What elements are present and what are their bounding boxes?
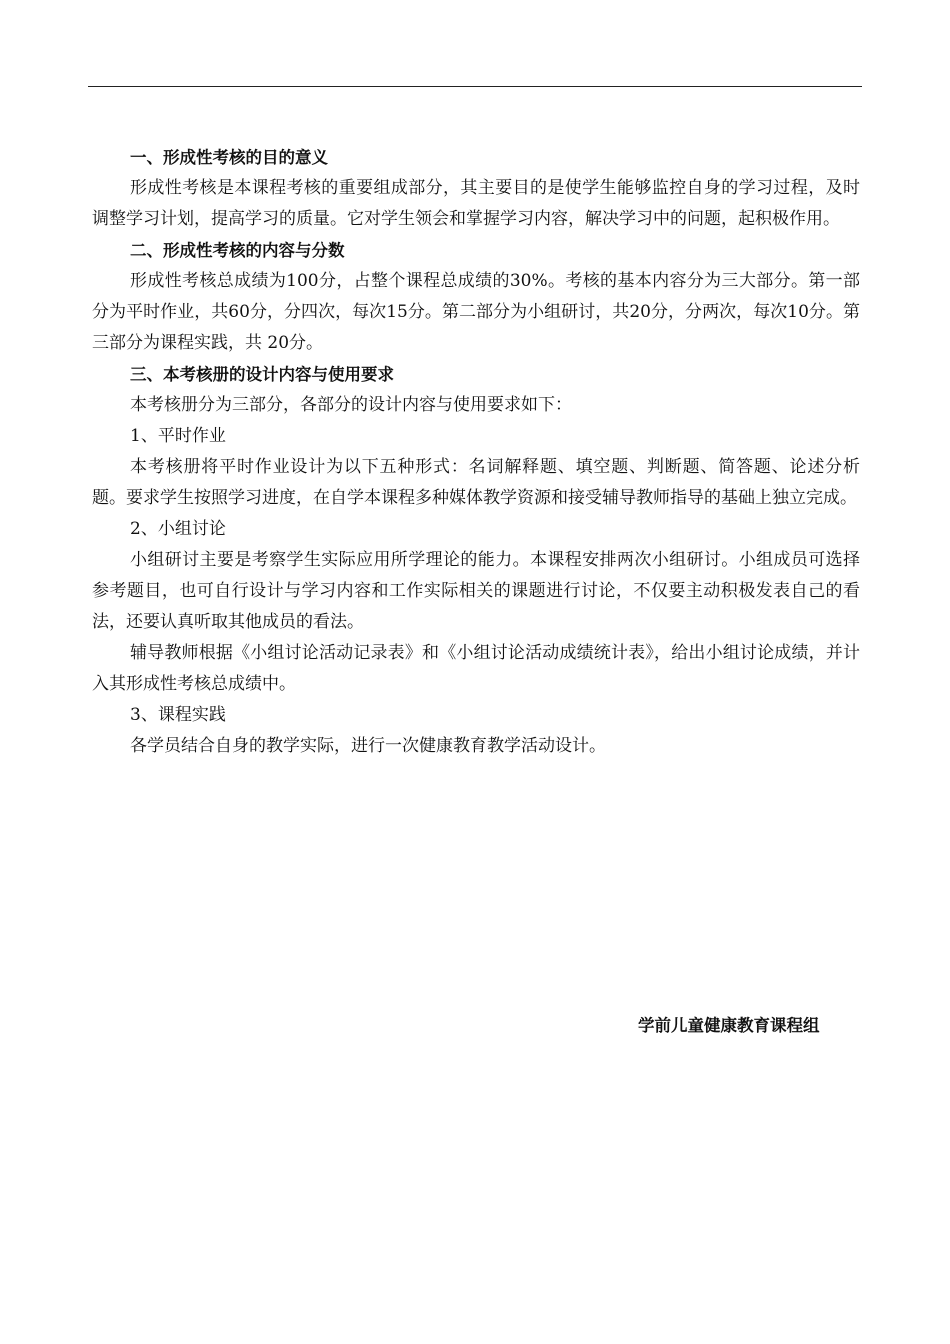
subheading-homework: 1、平时作业	[130, 426, 226, 446]
paragraph-homework: 本考核册将平时作业设计为以下五种形式：名词解释题、填空题、判断题、简答题、论述分析题。要求学生按照学习进度，在自学本课程多种媒体教学资源和接受辅导教师指导的基础上独立完成。	[92, 457, 860, 508]
header-rule	[88, 86, 862, 87]
subheading-group-discussion: 2、小组讨论	[130, 519, 226, 539]
paragraph-overview: 本考核册分为三部分，各部分的设计内容与使用要求如下：	[130, 395, 572, 415]
subheading-practice: 3、课程实践	[130, 705, 226, 725]
paragraph-practice: 各学员结合自身的教学实际，进行一次健康教育教学活动设计。	[130, 736, 606, 756]
paragraph-scoring: 形成性考核总成绩为100分，占整个课程总成绩的30%。考核的基本内容分为三大部分。第一部分为平时作业，共60分，分四次，每次15分。第二部分为小组研讨，共20分，分两次，每次10分。第三部分为课程实践，共 20分。	[92, 271, 860, 353]
signature: 学前儿童健康教育课程组	[638, 1016, 820, 1035]
section-heading-3: 三、本考核册的设计内容与使用要求	[130, 365, 394, 384]
document-body	[92, 142, 860, 762]
section-heading-1: 一、形成性考核的目的意义	[130, 148, 328, 167]
paragraph-purpose: 形成性考核是本课程考核的重要组成部分，其主要目的是使学生能够监控自身的学习过程，及时调整学习计划，提高学习的质量。它对学生领会和掌握学习内容，解决学习中的问题，起积极作用。	[92, 178, 860, 229]
paragraph-tutor-grading: 辅导教师根据《小组讨论活动记录表》和《小组讨论活动成绩统计表》，给出小组讨论成绩，并计入其形成性考核总成绩中。	[92, 643, 860, 694]
paragraph-group-discussion: 小组研讨主要是考察学生实际应用所学理论的能力。本课程安排两次小组研讨。小组成员可选择参考题目，也可自行设计与学习内容和工作实际相关的课题进行讨论，不仅要主动积极发表自己的看法，还要认真听取其他成员的看法。	[92, 550, 860, 632]
section-heading-2: 二、形成性考核的内容与分数	[130, 241, 345, 260]
